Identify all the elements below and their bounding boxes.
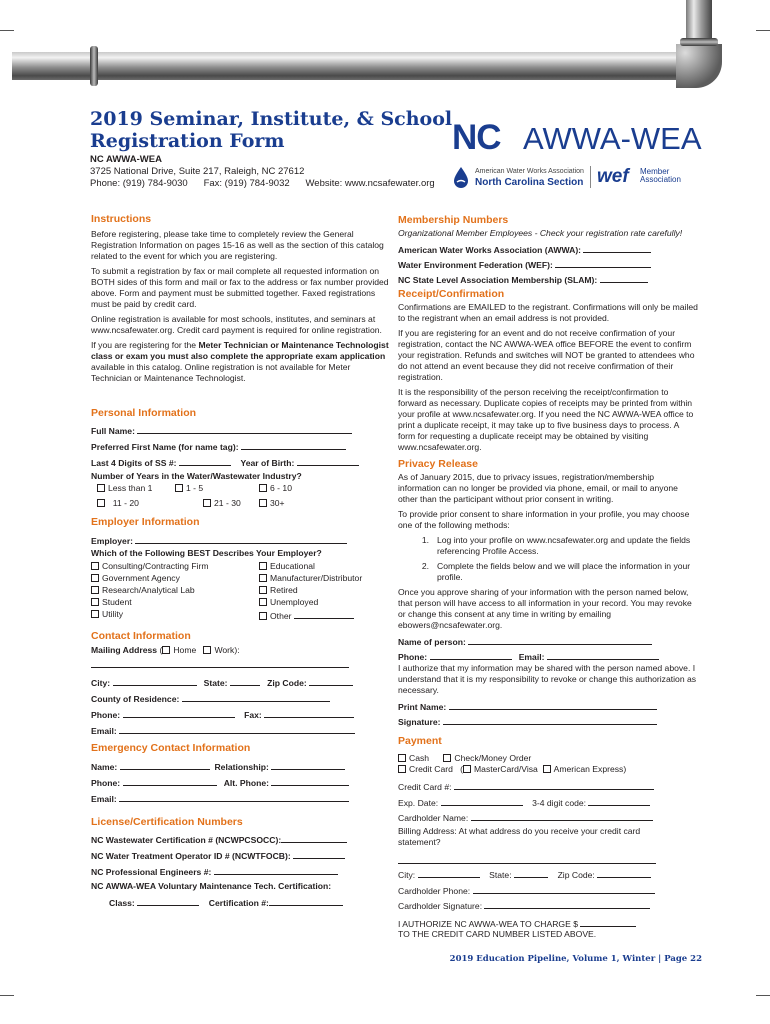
license-label: NC Professional Engineers #:: [91, 867, 212, 877]
privacy-p1: As of January 2015, due to privacy issues, registration/membership information can no longer be provided via phone, email, or mail to anyone other than the participant without prior consent in writing.: [398, 472, 678, 504]
relationship-field[interactable]: [271, 760, 345, 770]
employer-option-label: Manufacturer/Distributor: [270, 573, 363, 583]
privacy-p2: To provide prior consent to share information in your profile, you may choose one of the following methods:: [398, 509, 690, 530]
method-number: 1.: [421, 535, 429, 545]
state-field[interactable]: [230, 676, 260, 686]
alt-phone-field[interactable]: [271, 776, 349, 786]
privacy-method-2: [398, 561, 698, 583]
full-name-label: Full Name:: [91, 426, 135, 436]
emergency-name-row: [91, 760, 345, 773]
city-label: City:: [91, 678, 111, 688]
cash-label: Cash: [409, 753, 430, 763]
amex-label: American Express): [553, 764, 627, 774]
billing-field[interactable]: [398, 854, 656, 864]
checkbox-cash[interactable]: [398, 754, 406, 762]
checkbox[interactable]: [259, 586, 267, 594]
receipt-p2: If you are registering for an event and do not receive confirmation of your registration, contact the NC AWWA-WEA office BEFORE the event to confirm your registration. Refunds and switches will NOT be granted to attendees who do not attend an event because they did not receive confirmation of their registration.: [398, 328, 695, 382]
license-row: [91, 865, 338, 878]
checkbox[interactable]: [259, 484, 267, 492]
privacy-method-1: [398, 535, 698, 557]
instructions-p2: To submit a registration by fax or mail complete all requested information on BOTH sides of this form and mail or fax to the address or fax number provided above. Form and payment must be submitted together. Faxed registrations must be paid by credit card.: [91, 266, 389, 309]
city-row: [91, 676, 353, 689]
receipt-section: [398, 289, 698, 453]
receipt-p3: It is the responsibility of the person receiving the receipt/confirmation to forward as necessary. Duplicate copies of receipts may be printed from within your profile at www.ncsafewater.org. If you need the NC AWWA-WEA office to print a duplicate receipt, it may take up to five business days to process. A form for requesting a duplicate receipt may be obtained by visiting www.ncsafewater.org.: [398, 387, 694, 452]
checkbox-credit[interactable]: [398, 765, 406, 773]
checkbox[interactable]: [91, 574, 99, 582]
billing-state-label: State:: [489, 870, 512, 880]
cert-label: Certification #:: [208, 898, 269, 908]
person-contact-row: [398, 650, 659, 663]
years-question: Number of Years in the Water/Wastewater Industry?: [91, 471, 302, 481]
payment-heading: Payment: [398, 735, 442, 747]
mailing-row: [91, 645, 240, 656]
cc-num-row: [398, 780, 654, 793]
method-number: 2.: [421, 561, 429, 571]
credit-row: [398, 764, 626, 775]
charge-row-2: TO THE CREDIT CARD NUMBER LISTED ABOVE.: [398, 929, 597, 939]
awwa-label: American Water Works Association (AWWA):: [398, 245, 582, 255]
checkbox[interactable]: [259, 598, 267, 606]
class-label: Class:: [109, 898, 135, 908]
payment-methods-row: [398, 753, 531, 764]
years-option-label: 1 - 5: [186, 483, 204, 493]
contact-heading: Contact Information: [91, 630, 191, 642]
employer-option-label: Utility: [102, 609, 124, 619]
person-name-label: Name of person:: [398, 637, 466, 647]
years-option[interactable]: [259, 483, 292, 494]
years-option-label: 11 - 20: [112, 498, 139, 508]
holder-phone-field[interactable]: [473, 884, 655, 894]
years-option[interactable]: [97, 498, 139, 509]
billing-state-field[interactable]: [514, 868, 548, 878]
checkbox-check[interactable]: [443, 754, 451, 762]
crop-mark: [0, 30, 14, 31]
license-row: [91, 881, 331, 892]
method-text: Complete the fields below and we will place the information in your profile.: [437, 561, 691, 582]
signature-label: Signature:: [398, 717, 441, 727]
crop-mark: [756, 30, 770, 31]
employer-option[interactable]: [259, 573, 362, 584]
employer-option[interactable]: [259, 609, 354, 622]
email-row: [91, 724, 355, 737]
wef-label: Water Environment Federation (WEF):: [398, 260, 553, 270]
county-field[interactable]: [182, 692, 330, 702]
billing-line: [398, 854, 656, 867]
full-name-row: [91, 424, 352, 437]
org-info: [90, 154, 435, 190]
phone-field[interactable]: [123, 708, 235, 718]
checkbox[interactable]: [91, 610, 99, 618]
wef-field[interactable]: [555, 258, 651, 268]
employer-heading: Employer Information: [91, 516, 200, 528]
instructions-p3: Online registration is available for most schools, institutes, and seminars at www.ncsafewater.org. Credit card payment is required for online registration.: [91, 314, 382, 335]
address-line: [91, 658, 349, 671]
emergency-phone-field[interactable]: [123, 776, 217, 786]
signature-row: [398, 715, 657, 728]
years-option-label: 21 - 30: [214, 498, 241, 508]
years-option-label: 30+: [270, 498, 285, 508]
wef-row: [398, 258, 651, 271]
print-name-row: [398, 700, 657, 713]
emergency-name-label: Name:: [91, 762, 118, 772]
license-field[interactable]: [293, 849, 345, 859]
slam-label: NC State Level Association Membership (SLAM):: [398, 275, 598, 285]
instructions-p4-a: If you are registering for the: [91, 340, 199, 350]
zip-label: Zip Code:: [267, 678, 307, 688]
page-title: [90, 108, 452, 152]
crop-mark: [0, 995, 14, 996]
mailing-label: Mailing Address: [91, 645, 158, 655]
employer-option-label: Educational: [270, 561, 315, 571]
charge-amount-field[interactable]: [580, 917, 636, 927]
mailing-open-paren: (: [159, 645, 163, 655]
emergency-name-field[interactable]: [120, 760, 210, 770]
credit-open-paren: (: [460, 764, 463, 774]
personal-heading: Personal Information: [91, 407, 197, 419]
holder-phone-label: Cardholder Phone:: [398, 886, 471, 896]
other-field[interactable]: [294, 609, 354, 619]
work-label: Work):: [214, 645, 240, 655]
county-label: County of Residence:: [91, 694, 180, 704]
signature-field[interactable]: [443, 715, 657, 725]
instructions-p4-c: available in this catalog. Online registration is not available for Meter Technician or Maintenance Technologist.: [91, 362, 351, 383]
logo-awwa-wea: AWWA-WEA: [523, 121, 702, 156]
billing-zip-label: Zip Code:: [557, 870, 595, 880]
phone-fax-row: [91, 708, 354, 721]
instructions-p1: Before registering, please take time to completely review the General Registration Information on pages 15-16 as well as the section of this catalog related to the event for which you are registering.: [91, 229, 384, 261]
billing-text: Billing Address: At what address do you receive your credit card statement?: [398, 826, 641, 847]
license-row: [91, 833, 347, 846]
logo-wef: wef: [597, 166, 629, 187]
employer-option[interactable]: [91, 585, 195, 596]
authorize-text: I authorize that my information may be shared with the person named above. I understand that it is my responsibility to revoke or change this authorization as necessary.: [398, 663, 697, 695]
employer-label: Employer:: [91, 536, 134, 546]
cc-num-label: Credit Card #:: [398, 782, 452, 792]
holder-phone-row: [398, 884, 655, 897]
privacy-p3: Once you approve sharing of your information with the person named below, that person will have access to all information in your record. You may revoke or change this consent at any time in writing by emailing ebowers@ncsafewater.org.: [398, 587, 692, 630]
org-fax: Fax: (919) 784-9032: [203, 178, 290, 189]
preferred-name-row: [91, 440, 346, 453]
fax-label: Fax:: [244, 710, 262, 720]
person-name-row: [398, 635, 652, 648]
checkbox[interactable]: [203, 499, 211, 507]
logo-nc: NC: [452, 118, 501, 157]
holder-sig-field[interactable]: [484, 899, 650, 909]
home-label: Home: [173, 645, 197, 655]
county-row: [91, 692, 330, 705]
holder-row: [398, 811, 653, 824]
exp-label: Exp. Date:: [398, 798, 439, 808]
class-field[interactable]: [137, 896, 199, 906]
receipt-p1: Confirmations are EMAILED to the registrant. Confirmations will only be mailed to the registrant when an email address is not provided.: [398, 302, 698, 323]
instructions-section: [91, 214, 391, 384]
org-name: NC AWWA-WEA: [90, 154, 162, 165]
employer-question: Which of the Following BEST Describes Your Employer?: [91, 548, 322, 558]
checkbox[interactable]: [91, 586, 99, 594]
checkbox[interactable]: [175, 484, 183, 492]
license-label: NC Wastewater Certification # (NCWPCSOCC):: [91, 835, 282, 845]
checkbox[interactable]: [259, 574, 267, 582]
cc-num-field[interactable]: [454, 780, 654, 790]
pipe-ring-vertical: [680, 38, 718, 46]
employer-option-label: Government Agency: [102, 573, 180, 583]
org-website: Website: www.ncsafewater.org: [305, 178, 435, 189]
holder-label: Cardholder Name:: [398, 813, 469, 823]
email-field[interactable]: [119, 724, 355, 734]
logo-section: North Carolina Section: [475, 177, 584, 188]
check-label: Check/Money Order: [454, 753, 532, 763]
person-phone-field[interactable]: [430, 650, 512, 660]
phone-label: Phone:: [91, 710, 121, 720]
checkbox[interactable]: [259, 499, 267, 507]
exp-field[interactable]: [441, 796, 523, 806]
checkbox[interactable]: [259, 612, 267, 620]
crop-mark: [756, 995, 770, 996]
title-line-2: Registration Form: [90, 130, 285, 152]
header-pipe-elbow: [676, 44, 722, 88]
title-line-1: 2019 Seminar, Institute, & School: [90, 108, 453, 130]
ssn-row: [91, 456, 359, 469]
logo-awwa-full: American Water Works Association: [475, 168, 584, 175]
state-label: State:: [203, 678, 228, 688]
employer-field[interactable]: [135, 534, 347, 544]
billing-city-field[interactable]: [418, 868, 480, 878]
years-option-label: Less than 1: [108, 483, 153, 493]
person-email-label: Email:: [518, 652, 545, 662]
employer-option[interactable]: [91, 609, 123, 620]
instructions-p4-bold: Meter Technician or Maintenance Technologist class or exam you must also complete the appropriate exam application: [91, 340, 389, 361]
holder-field[interactable]: [471, 811, 653, 821]
license-heading: License/Certification Numbers: [91, 816, 243, 828]
license-field[interactable]: [214, 865, 338, 875]
ssn-label: Last 4 Digits of SS #:: [91, 458, 177, 468]
ssn-field[interactable]: [179, 456, 231, 466]
years-option[interactable]: [97, 483, 152, 494]
emergency-email-row: [91, 792, 349, 805]
cvv-label: 3-4 digit code:: [532, 798, 587, 808]
print-name-field[interactable]: [449, 700, 657, 710]
membership-note: Organizational Member Employees - Check your registration rate carefully!: [398, 228, 683, 238]
logo-wef-member: [640, 168, 681, 184]
alt-phone-label: Alt. Phone:: [223, 778, 270, 788]
license-row: [91, 849, 345, 862]
membership-heading: Membership Numbers: [398, 214, 509, 226]
email-label: Email:: [91, 726, 117, 736]
charge-label: I AUTHORIZE NC AWWA-WEA TO CHARGE $: [398, 919, 579, 929]
emergency-email-label: Email:: [91, 794, 117, 804]
employer-option-label: Retired: [270, 585, 298, 595]
billing-city-row: [398, 868, 651, 881]
address-field[interactable]: [91, 658, 349, 668]
yob-field[interactable]: [297, 456, 359, 466]
person-name-field[interactable]: [468, 635, 652, 645]
license-field[interactable]: [281, 833, 347, 843]
license-label: NC Water Treatment Operator ID # (NCWTFOCB):: [91, 851, 291, 861]
print-name-label: Print Name:: [398, 702, 447, 712]
person-phone-label: Phone:: [398, 652, 428, 662]
page-footer: 2019 Education Pipeline, Volume 1, Winter | Page 22: [449, 954, 702, 964]
mc-visa-label: MasterCard/Visa: [474, 764, 538, 774]
instructions-p4: [91, 340, 391, 384]
checkbox[interactable]: [91, 562, 99, 570]
pipe-ring: [90, 46, 98, 86]
privacy-heading: Privacy Release: [398, 458, 478, 470]
logo-divider: [590, 166, 591, 188]
checkbox[interactable]: [97, 484, 105, 492]
awwa-row: [398, 243, 651, 256]
yob-label: Year of Birth:: [240, 458, 295, 468]
slam-field[interactable]: [600, 273, 648, 283]
years-option-label: 6 - 10: [270, 483, 292, 493]
checkbox-work[interactable]: [203, 646, 211, 654]
employer-option-label: Research/Analytical Lab: [102, 585, 195, 595]
employer-option-label: Consulting/Contracting Firm: [102, 561, 209, 571]
employer-option[interactable]: [259, 585, 298, 596]
checkbox[interactable]: [91, 598, 99, 606]
full-name-field[interactable]: [137, 424, 352, 434]
header-pipe-graphic: [12, 52, 712, 80]
slam-row: [398, 273, 648, 286]
billing-zip-field[interactable]: [597, 868, 651, 878]
emergency-phone-row: [91, 776, 349, 789]
awwa-drop-icon: [452, 166, 470, 188]
zip-field[interactable]: [309, 676, 353, 686]
checkbox-home[interactable]: [162, 646, 170, 654]
org-address: 3725 National Drive, Suite 217, Raleigh, NC 27612: [90, 166, 305, 177]
class-cert-row: [109, 896, 343, 909]
checkbox[interactable]: [97, 499, 105, 507]
preferred-name-label: Preferred First Name (for name tag):: [91, 442, 239, 452]
license-label: NC AWWA-WEA Voluntary Maintenance Tech. Certification:: [91, 881, 332, 891]
exp-row: [398, 796, 650, 809]
city-field[interactable]: [113, 676, 197, 686]
employer-row: [91, 534, 347, 547]
years-option[interactable]: [175, 483, 203, 494]
privacy-section: [398, 459, 698, 631]
checkbox[interactable]: [259, 562, 267, 570]
employer-option-label: Student: [102, 597, 132, 607]
preferred-name-field[interactable]: [241, 440, 346, 450]
cert-field[interactable]: [269, 896, 343, 906]
emergency-heading: Emergency Contact Information: [91, 742, 251, 754]
employer-option-label: Other: [270, 611, 292, 621]
relationship-label: Relationship:: [214, 762, 269, 772]
method-text: Log into your profile on www.ncsafewater.org and update the fields referencing Profile Access.: [437, 535, 691, 556]
receipt-heading: Receipt/Confirmation: [398, 288, 505, 300]
logo-wef-association-word: Association: [640, 175, 681, 184]
person-email-field[interactable]: [547, 650, 659, 660]
logo-wef-member-word: Member: [640, 167, 670, 176]
instructions-heading: Instructions: [91, 213, 152, 225]
employer-option[interactable]: [91, 561, 209, 572]
emergency-phone-label: Phone:: [91, 778, 121, 788]
employer-option[interactable]: [259, 561, 315, 572]
employer-option[interactable]: [259, 597, 318, 608]
employer-option[interactable]: [91, 597, 132, 608]
emergency-email-field[interactable]: [119, 792, 349, 802]
checkbox-mc-visa[interactable]: [463, 765, 471, 773]
fax-field[interactable]: [264, 708, 354, 718]
holder-sig-row: [398, 899, 650, 912]
billing-city-label: City:: [398, 870, 416, 880]
checkbox-amex[interactable]: [543, 765, 551, 773]
years-option[interactable]: [203, 498, 241, 509]
org-phone: Phone: (919) 784-9030: [90, 178, 188, 189]
employer-option[interactable]: [91, 573, 180, 584]
employer-option-label: Unemployed: [270, 597, 319, 607]
cvv-field[interactable]: [588, 796, 650, 806]
awwa-field[interactable]: [583, 243, 651, 253]
credit-label: Credit Card: [409, 764, 453, 774]
holder-sig-label: Cardholder Signature:: [398, 901, 483, 911]
years-option[interactable]: [259, 498, 285, 509]
